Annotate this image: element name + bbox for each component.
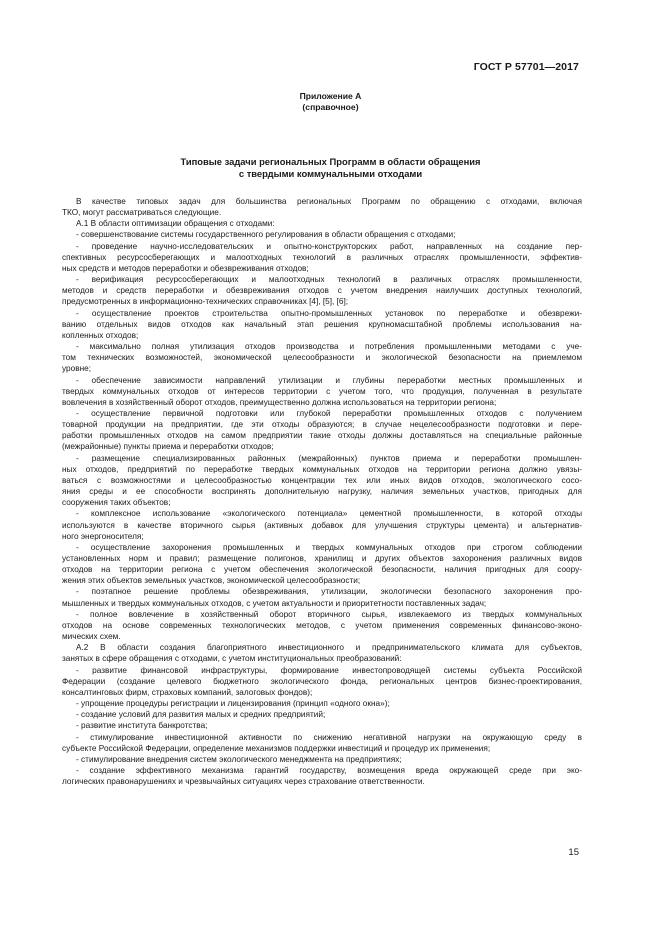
text-line: Федерации (создание целевого бюджетного экологического фонда, региональных центров бизнес-проектирования, — [62, 676, 582, 686]
page-number: 15 — [568, 847, 579, 858]
text-line: - комплексное использование «экологического потенциала» цементной промышленности, в которой отходы — [76, 509, 582, 519]
text-line: - проведение научно-исследовательских и опытно-конструкторских работ, направленных на создание пер- — [76, 241, 582, 251]
section-title-line-2: с твердыми коммунальными отходами — [238, 168, 423, 179]
text-line: копленных отходов; — [62, 330, 139, 340]
text-line: ванию отдельных видов отходов как начальный этап решения крупномасштабной проблемы использования на- — [62, 319, 582, 329]
text-line: ного энергоносителя; — [62, 531, 144, 541]
text-line: мышленных и твердых коммунальных отходов, с учетом актуальности и приоритетности поставленных задач; — [62, 598, 487, 608]
text-line: установленных норм и правил; размещение полигонов, хранилищ и других объектов захоронения различных видов — [62, 554, 582, 563]
text-line: - размещение специализированных районных (межрайонных) пунктов приема и переработки промышлен- — [76, 453, 582, 463]
section-title — [0, 156, 661, 180]
text-line: - осуществление проектов строительства опытно-промышленных установок по переработке и обезврежи- — [76, 308, 582, 318]
text-line: - совершенствование системы государственного регулирования в области обращения с отходами; — [76, 230, 456, 240]
appendix-type: (справочное) — [302, 102, 359, 112]
text-line: - обеспечение зависимости направлений утилизации и глубины переработки местных промышленных и — [76, 375, 582, 385]
appendix-heading — [0, 91, 661, 113]
text-line: субъекте Российской Федерации, определение механизмов поддержки инвестиций и процедур их применения; — [62, 743, 491, 753]
text-line: - поэтапное решение проблемы обезвреживания, утилизации, экологически безопасного захоронения про- — [76, 587, 582, 597]
text-line: ных средств и методов переработки и обезвреживания отходов; — [62, 263, 309, 273]
text-line: работки промышленных отходов на самом предприятии такие отходы должны доставляться на специальные районные — [62, 431, 582, 441]
text-line: товарной продукции на предприятии, где эти отходы образуются; в случае нецелесообразности подготовки и пере- — [62, 420, 582, 430]
text-line: используются в качестве вторичного сырья (активных добавок для улучшения структуры цемента) и альтернатив- — [62, 520, 582, 530]
text-line: методов и средств переработки и обезвреживания отходов с учетом внедрения наилучших доступных технологий, — [62, 286, 582, 296]
text-line: мических схем. — [62, 632, 121, 642]
text-line: отходов на территории региона с учетом обеспечения экологической безопасности, наличия пригодных для соору- — [62, 565, 582, 575]
text-line: - максимально полная утилизация отходов производства и потребления промышленными методами с уче- — [76, 342, 582, 352]
text-line: ных отходов, предприятий по переработке твердых коммунальных отходов на территории региона должно увязы- — [62, 464, 582, 474]
text-line: том технических возможностей, экономической целесообразности и экологической безопасности на приемлемом — [62, 353, 582, 363]
text-line: - создание условий для развития малых и средних предприятий; — [76, 710, 326, 720]
text-line: - стимулирование внедрения систем экологического менеджмента на предприятиях; — [76, 754, 402, 764]
document-code: ГОСТ Р 57701—2017 — [473, 61, 579, 73]
text-line: ТКО, могут рассматриваться следующие. — [62, 208, 222, 218]
text-line: жения этих объектов земельных участков, экономической целесообразности; — [62, 576, 361, 586]
text-line: логических правонарушениях и чрезвычайных ситуациях через страхование ответственности. — [62, 777, 425, 787]
text-line: - создание эффективного механизма гарантий государству, возмещения вреда окружающей среде при эко- — [76, 765, 582, 775]
text-line: (межрайонные) пункты приема и переработки отходов; — [62, 442, 274, 452]
text-line: твердых коммунальных отходов от интересов территории с учетом того, что продукция, полученная в результате — [62, 386, 582, 396]
text-line: А.1 В области оптимизации обращения с отходами: — [76, 219, 275, 229]
appendix-label: Приложение А — [299, 91, 362, 101]
text-line: сооружения таких объектов; — [62, 498, 171, 508]
document-body — [62, 196, 582, 787]
text-line: А.2 В области создания благоприятного инвестиционного и предпринимательского климата для субъектов, — [76, 643, 582, 653]
text-line: - развитие института банкротства; — [76, 721, 208, 731]
text-line: яния среды и ее способности воспринять дополнительную нагрузку, наличия земельных участков, пригодных для — [62, 487, 582, 497]
text-line: консалтинговых фирм, страховых компаний, залоговых фондов); — [62, 687, 313, 697]
text-line: - осуществление захоронения промышленных и твердых коммунальных отходов при строгом соблюдении — [76, 542, 582, 552]
text-line: - стимулирование инвестиционной активности по снижению негативной нагрузки на окружающую среду в — [76, 732, 582, 742]
text-line: - полное вовлечение в хозяйственный оборот вторичного сырья, извлекаемого из твердых коммунальных — [76, 609, 582, 619]
text-line: ваться с возможностями и целесообразностью концентрации тех или иных видов отходов, экологического сосо- — [62, 475, 582, 485]
text-line: предусмотренных в информационно-технических справочниках [4], [5], [6]; — [62, 297, 349, 307]
text-line: отходов на основе современных технологических методов, с учетом применения современных финансово-эконо- — [62, 620, 582, 630]
text-line: В качестве типовых задач для большинства региональных Программ по обращению с отходами, включая — [76, 197, 582, 206]
text-line: - осуществление первичной подготовки или глубокой переработки промышленных отходов с получением — [76, 408, 582, 418]
text-line: занятых в сфере обращения с отходами, с учетом институциональных преобразований: — [62, 654, 402, 664]
text-line: вовлечения в хозяйственный оборот отходов, преимущественно должна использоваться на территории региона; — [62, 397, 497, 407]
text-line: - развитие финансовой инфраструктуры, формирование инвестопроводящей системы субъекта Российской — [76, 665, 582, 675]
text-line: - упрощение процедуры регистрации и лицензирования (принцип «одного окна»); — [76, 699, 390, 709]
text-line: - верификация ресурсосберегающих и малоотходных технологий в различных отраслях промышленности, — [76, 275, 582, 285]
text-line: спективных ресурсосберегающих и малоотходных технологий в различных отраслях промышленности, эффектив- — [62, 252, 582, 262]
text-line: уровне; — [62, 364, 92, 374]
section-title-line-1: Типовые задачи региональных Программ в области обращения — [180, 156, 481, 167]
